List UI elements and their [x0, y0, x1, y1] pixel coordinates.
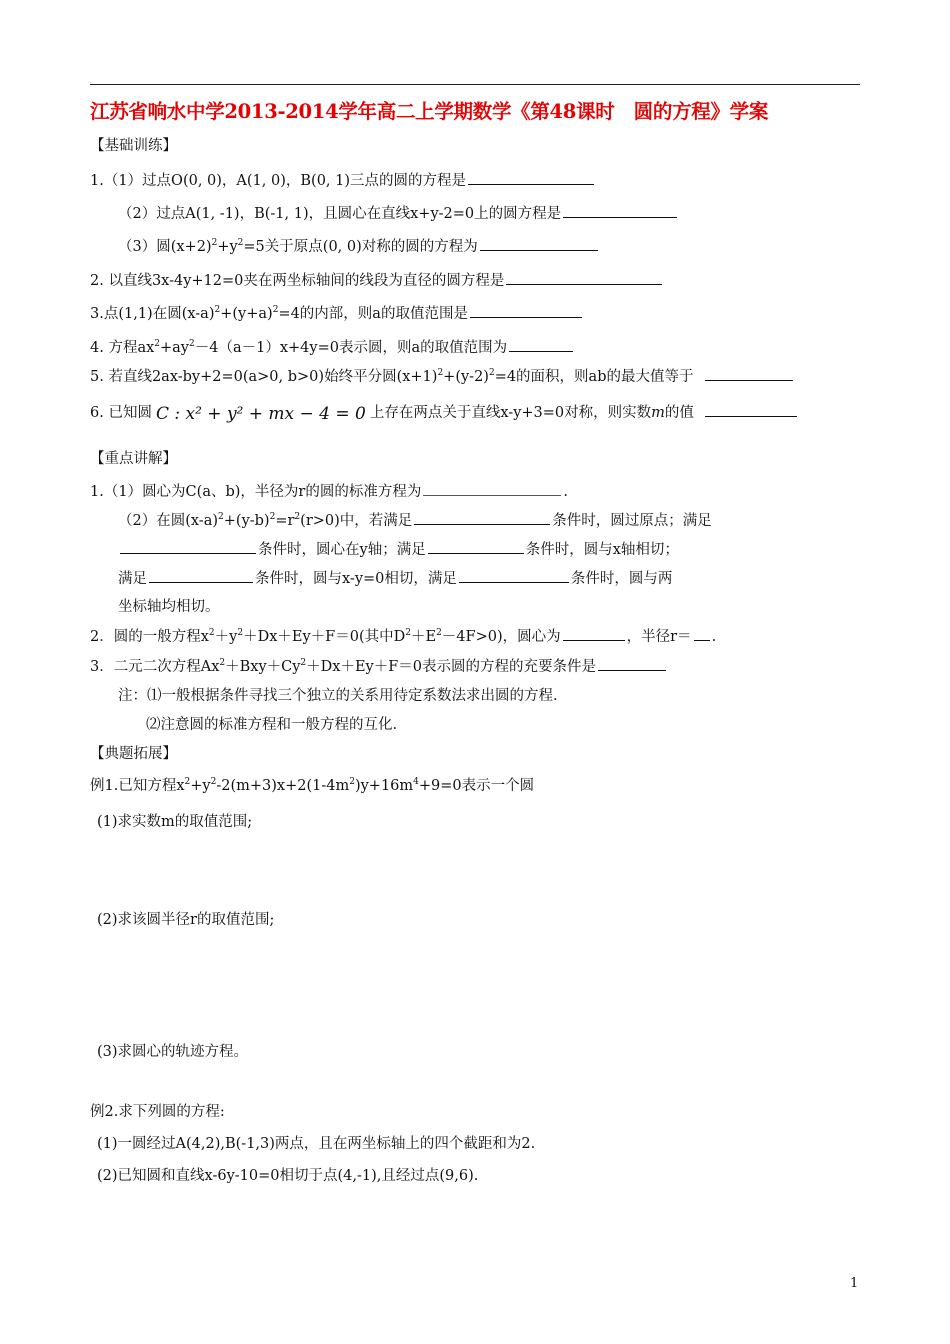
- key-point-1-4: 满足 条件时，圆与x-y=0相切，满足 条件时，圆与两: [118, 568, 672, 589]
- answer-blank[interactable]: [563, 203, 677, 218]
- example-2-part-2: (2)已知圆和直线x-6y-10=0相切于点(4,-1),且经过点(9,6).: [97, 1168, 479, 1184]
- key-point-2: 2．圆的一般方程$x^2+y^2+Dx+Ey+F=0$(其中$D^2+E^2-4F>0$)，圆心为 ，半径r＝ .: [90, 628, 717, 645]
- example-1-part-1: (1)求实数m的取值范围;: [97, 814, 253, 830]
- answer-blank[interactable]: [506, 270, 662, 285]
- answer-blank[interactable]: [470, 303, 582, 318]
- example-2: 例2.求下列圆的方程:: [90, 1104, 225, 1120]
- question-3: 3.点(1,1)在圆$(x-a)^2+(y+a)^2=4$的内部，则a的取值范围是: [90, 303, 584, 324]
- key-point-1-2: （2）在圆$(x-a)^2+(y-b)^2=r^2(r>0)$中，若满足 条件时，圆过原点；满足: [118, 512, 712, 529]
- answer-blank[interactable]: [705, 402, 797, 417]
- note-1: 注：⑴一般根据条件寻找三个独立的关系用待定系数法求出圆的方程.: [118, 688, 558, 704]
- note-2: ⑵注意圆的标准方程和一般方程的互化.: [146, 717, 398, 733]
- answer-blank[interactable]: [120, 539, 256, 554]
- answer-blank[interactable]: [468, 170, 594, 185]
- question-2: 2. 以直线3x-4y+12=0夹在两坐标轴间的线段为直径的圆方程是: [90, 270, 664, 291]
- question-4: 4. 方程$ax^2+ay^2-4(a-1)x+4y=0$表示圆，则a的取值范围为: [90, 337, 575, 358]
- section-heading-examples: 【典题拓展】: [90, 746, 177, 762]
- page-title: 江苏省响水中学2013-2014学年高二上学期数学《第48课时 圆的方程》学案: [90, 100, 769, 123]
- question-5: 5. 若直线2ax-by+2=0(a>0, b>0)始终平分圆$(x+1)^2+(y-2)^2=4$的面积，则ab的最大值等于: [90, 366, 795, 387]
- page-number: 1: [850, 1276, 859, 1291]
- question-1-2: （2）过点A(1, -1)，B(-1, 1)，且圆心在直线x+y-2=0上的圆方程是: [118, 203, 679, 224]
- key-point-1-1: 1.（1）圆心为C(a、b)，半径为r的圆的标准方程为 .: [90, 481, 568, 502]
- key-point-3: 3．二元二次方程$Ax^2+Bxy+Cy^2+Dx+Ey+F=0$表示圆的方程的充要条件是: [90, 656, 668, 677]
- answer-blank[interactable]: [598, 656, 666, 671]
- circle-equation-formula: C : x² + y² + mx − 4 = 0: [155, 404, 366, 424]
- answer-blank[interactable]: [459, 568, 569, 583]
- section-heading-key-points: 【重点讲解】: [90, 451, 177, 467]
- answer-blank[interactable]: [509, 337, 573, 352]
- answer-blank[interactable]: [149, 568, 253, 583]
- question-6: 6. 已知圆 C : x² + y² + mx − 4 = 0 上存在两点关于直线x-y+3=0对称，则实数m的值: [90, 402, 799, 424]
- header-rule: [90, 84, 860, 85]
- example-1: 例1.已知方程$x^2+y^2-2(m+3)x+2(1-4m^2)y+16m^4+9=0$表示一个圆: [90, 777, 535, 794]
- answer-blank[interactable]: [480, 236, 598, 251]
- answer-blank[interactable]: [563, 626, 625, 641]
- answer-blank[interactable]: [694, 626, 710, 641]
- answer-blank[interactable]: [705, 366, 793, 381]
- example-2-part-1: (1)一圆经过A(4,2),B(-1,3)两点，且在两坐标轴上的四个截距和为2.: [97, 1136, 536, 1152]
- answer-blank[interactable]: [423, 481, 561, 496]
- example-1-part-3: (3)求圆心的轨迹方程。: [97, 1044, 249, 1060]
- question-1-3: （3）圆$(x+2)^2+y^2=5$关于原点(0, 0)对称的圆的方程为: [118, 236, 600, 257]
- answer-blank[interactable]: [428, 539, 524, 554]
- example-1-part-2: (2)求该圆半径r的取值范围;: [97, 912, 275, 928]
- key-point-1-3: 条件时，圆心在y轴；满足 条件时，圆与x轴相切；: [118, 539, 679, 560]
- key-point-1-5: 坐标轴均相切。: [118, 599, 220, 615]
- answer-blank[interactable]: [414, 510, 550, 525]
- section-heading-basic: 【基础训练】: [90, 138, 177, 154]
- question-1-1: 1.（1）过点O(0, 0)，A(1, 0)，B(0, 1)三点的圆的方程是: [90, 170, 596, 191]
